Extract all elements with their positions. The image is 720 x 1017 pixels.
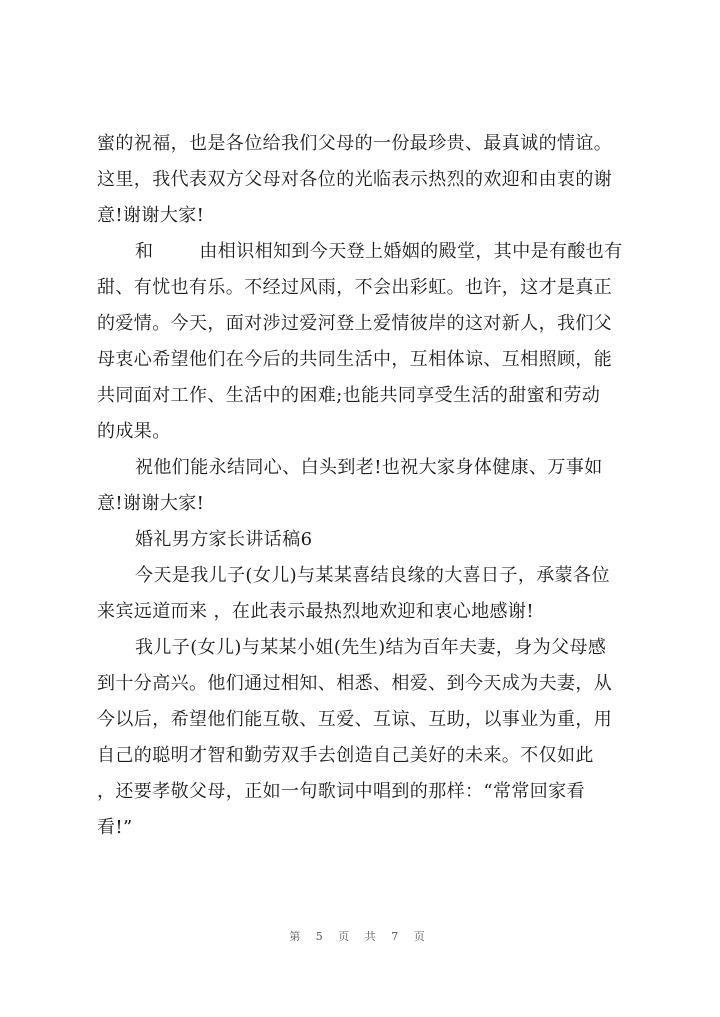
text-line: 今天是我儿子(女儿)与某某喜结良缘的大喜日子，承蒙各位 [135, 565, 610, 586]
text-line: 共同面对工作、生活中的困难;也能共同享受生活的甜蜜和劳动 [97, 385, 601, 406]
text-line: 看!” [97, 817, 133, 838]
paragraph-first-line [97, 234, 637, 270]
text-line: 来宾远道而来 ，在此表示最热烈地欢迎和衷心地感谢! [97, 601, 534, 622]
paragraph-lead: 和 [135, 241, 154, 262]
text-line: 意!谢谢大家! [97, 493, 205, 514]
text-line: 的爱情。今天，面对涉过爱河登上爱情彼岸的这对新人，我们父 [97, 313, 613, 334]
text-line: 的成果。 [97, 421, 171, 442]
document-body [97, 126, 637, 846]
page-number-footer: 第 5 页 共 7 页 [289, 930, 431, 943]
text-line: 到十分高兴。他们通过相知、相悉、相爱、到今天成为夫妻，从 [97, 673, 613, 694]
text-line: 今以后，希望他们能互敬、互爱、互谅、互助，以事业为重，用 [97, 709, 613, 730]
section-heading: 婚礼男方家长讲话稿6 [135, 529, 313, 550]
text-line: 母衷心希望他们在今后的共同生活中，互相体谅、互相照顾，能 [97, 349, 613, 370]
text-line: 蜜的祝福，也是各位给我们父母的一份最珍贵、最真诚的情谊。 [97, 133, 613, 154]
text-line: 祝他们能永结同心、白头到老!也祝大家身体健康、万事如 [135, 457, 603, 478]
text-line: 我儿子(女儿)与某某小姐(先生)结为百年夫妻，身为父母感 [135, 637, 607, 658]
text-line: 甜、有忧也有乐。不经过风雨，不会出彩虹。也许，这才是真正 [97, 277, 613, 298]
text-line: 意!谢谢大家! [97, 205, 205, 226]
text-line: ，还要孝敬父母，正如一句歌词中唱到的那样：“常常回家看 [97, 781, 585, 802]
text-line-content: 由相识相知到今天登上婚姻的殿堂，其中是有酸也有 [199, 241, 623, 262]
text-line: 自己的聪明才智和勤劳双手去创造自己美好的未来。不仅如此 [97, 745, 594, 766]
text-line: 这里，我代表双方父母对各位的光临表示热烈的欢迎和由衷的谢 [97, 169, 613, 190]
